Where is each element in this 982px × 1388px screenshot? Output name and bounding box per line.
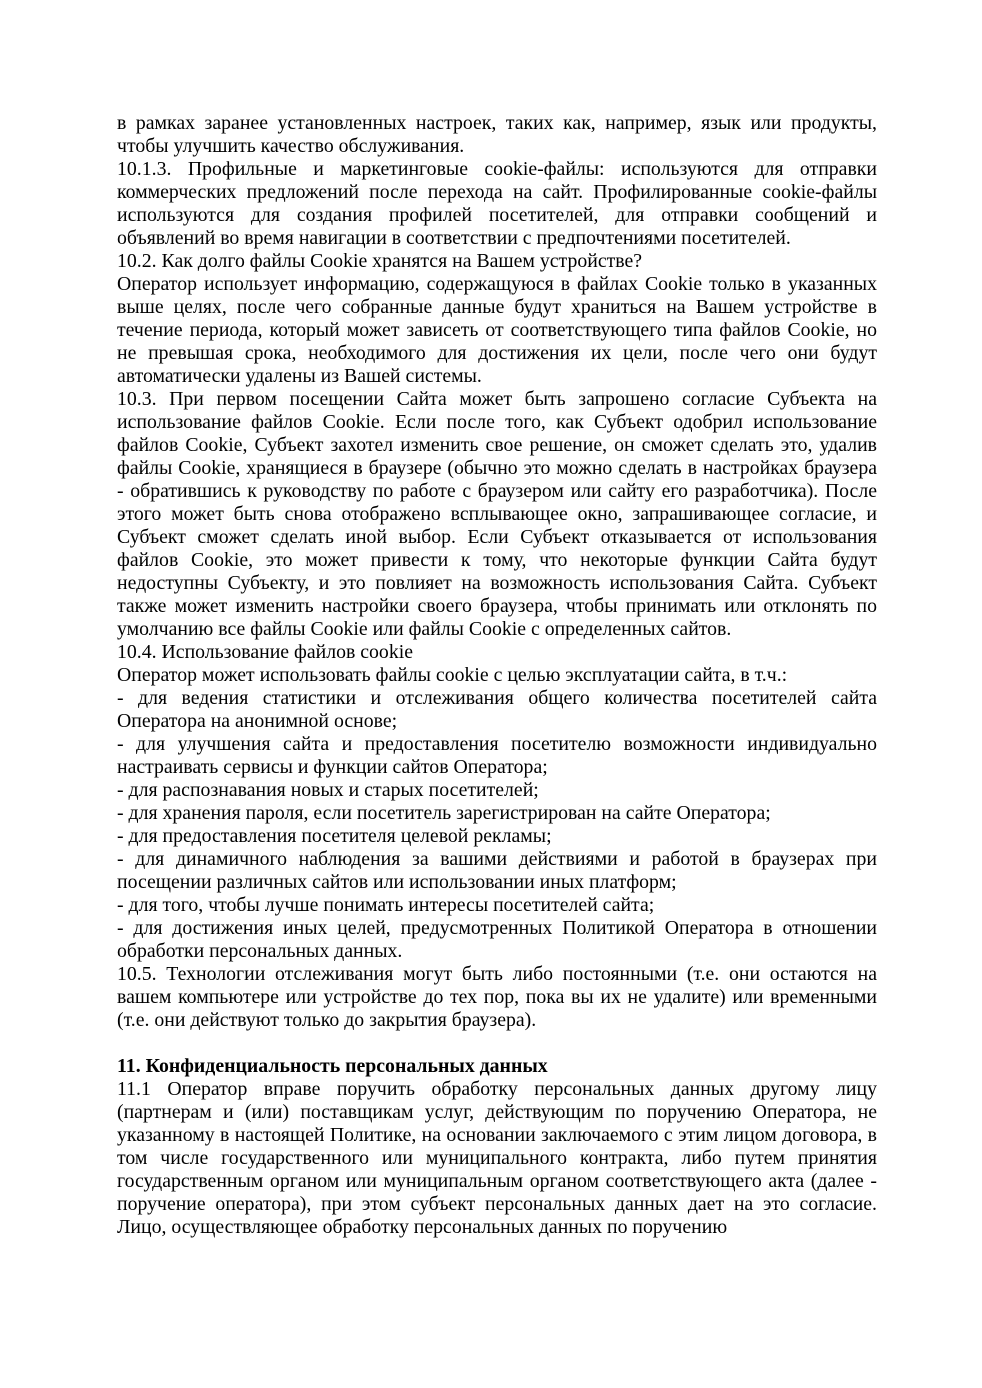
section-heading-11: 11. Конфиденциальность персональных данных bbox=[117, 1055, 548, 1077]
list-item-dynamic-observation: - для динамичного наблюдения за вашими действиями и работой в браузерах при посещении различных сайтов или использовании иных платформ; bbox=[117, 848, 877, 893]
list-item-visitor-recognition: - для распознавания новых и старых посетителей; bbox=[117, 779, 539, 801]
para-10-4-title: 10.4. Использование файлов cookie bbox=[117, 641, 413, 663]
para-10-2-question: 10.2. Как долго файлы Cookie хранятся на Вашем устройстве? bbox=[117, 250, 643, 272]
list-item-targeted-ads: - для предоставления посетителя целевой рекламы; bbox=[117, 825, 552, 847]
list-item-password-storage: - для хранения пароля, если посетитель зарегистрирован на сайте Оператора; bbox=[117, 802, 771, 824]
para-10-5: 10.5. Технологии отслеживания могут быть либо постоянными (т.е. они остаются на вашем компьютере или устройстве до тех пор, пока вы их не удалите) или временными (т.е. они действуют только до закрытия браузера). bbox=[117, 963, 877, 1031]
para-10-3: 10.3. При первом посещении Сайта может быть запрошено согласие Субъекта на использование файлов Cookie. Если после того, как Субъект одобрил использование файлов Cookie, Субъект захотел изменить свое решение, он сможет сделать это, удалив файлы Cookie, хранящиеся в браузере (обычно это можно сделать в настройках браузера - обратившись к руководству по работе с браузером или сайту его разработчика). После этого может быть снова отображено всплывающее окно, запрашивающее согласие, и Субъект сможет сделать иной выбор. Если Субъект отказывается от использования файлов Cookie, это может привести к тому, что некоторые функции Сайта будут недоступны Субъекту, и это повлияет на возможность использования Сайта. Субъект также может изменить настройки своего браузера, чтобы принимать или отклонять по умолчанию все файлы Cookie или файлы Cookie с определенных сайтов. bbox=[117, 388, 877, 640]
list-item-other-purposes: - для достижения иных целей, предусмотренных Политикой Оператора в отношении обработки персональных данных. bbox=[117, 917, 877, 962]
list-item-site-improvement: - для улучшения сайта и предоставления посетителю возможности индивидуально настраивать сервисы и функции сайтов Оператора; bbox=[117, 733, 877, 778]
list-item-visitor-interests: - для того, чтобы лучше понимать интересы посетителей сайта; bbox=[117, 894, 655, 916]
list-item-statistics: - для ведения статистики и отслеживания общего количества посетителей сайта Оператора на анонимной основе; bbox=[117, 687, 877, 732]
para-continuation: в рамках заранее установленных настроек, таких как, например, язык или продукты, чтобы улучшить качество обслуживания. bbox=[117, 112, 877, 157]
para-10-4-intro: Оператор может использовать файлы cookie с целью эксплуатации сайта, в т.ч.: bbox=[117, 664, 788, 686]
para-10-2-body: Оператор использует информацию, содержащуюся в файлах Cookie только в указанных выше целях, после чего собранные данные будут храниться на Вашем устройстве в течение периода, который может зависеть от соответствующего типа файлов Cookie, но не превышая срока, необходимого для достижения их цели, после чего они будут автоматически удалены из Вашей системы. bbox=[117, 273, 877, 387]
para-10-1-3: 10.1.3. Профильные и маркетинговые cookie-файлы: используются для отправки коммерческих предложений после перехода на сайт. Профилированные cookie-файлы используются для создания профилей посетителей, для отправки сообщений и объявлений во время навигации в соответствии с предпочтениями посетителей. bbox=[117, 158, 877, 249]
para-11-1: 11.1 Оператор вправе поручить обработку персональных данных другому лицу (партнерам и (или) поставщикам услуг, действующим по поручению Оператора, не указанному в настоящей Политике, на основании заключаемого с этим лицом договора, в том числе государственного или муниципального контракта, либо путем принятия государственным органом или муниципальным органом соответствующего акта (далее - поручение оператора), при этом субъект персональных данных дает на это согласие. Лицо, осуществляющее обработку персональных данных по поручению bbox=[117, 1078, 877, 1238]
